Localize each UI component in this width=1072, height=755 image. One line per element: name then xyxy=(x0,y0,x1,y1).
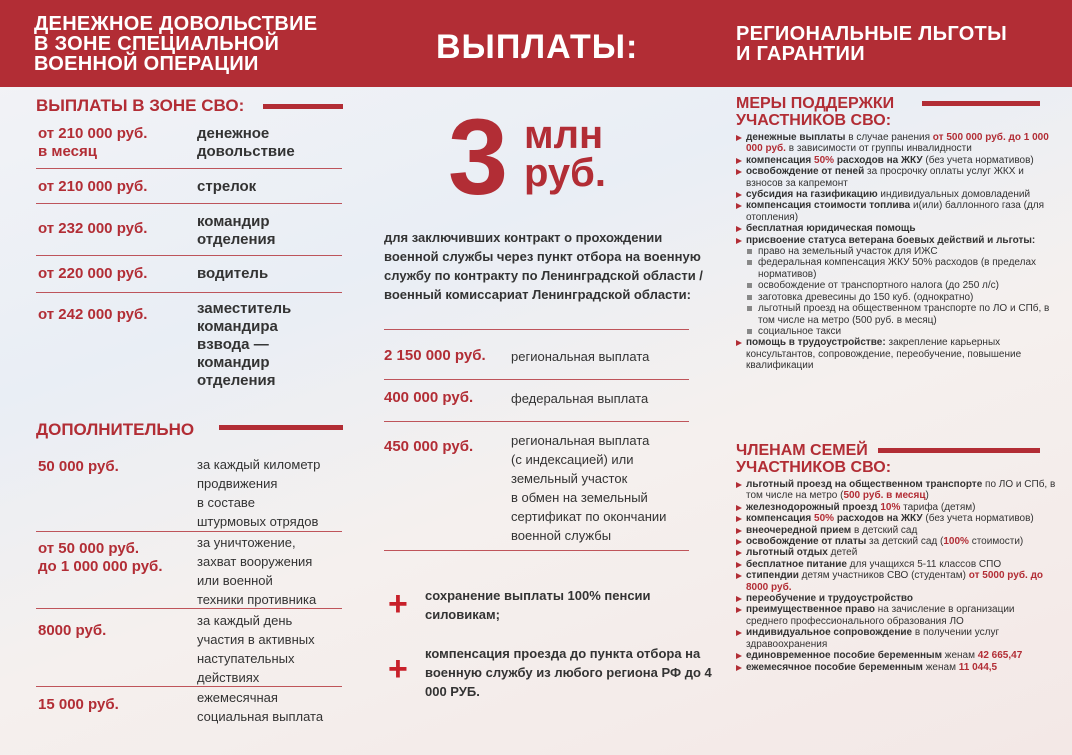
family-measure-item xyxy=(736,593,1056,604)
svo-desc: водитель xyxy=(197,265,269,282)
big-unit: млн руб. xyxy=(524,113,606,195)
family-measure-item-text: льготный проезд на общественном транспорте xyxy=(746,479,983,490)
support-measure-item-text: помощь в трудоустройстве: xyxy=(746,337,886,349)
svo-payments-title: ВЫПЛАТЫ В ЗОНЕ СВО: xyxy=(36,96,245,115)
payment-desc: федеральная выплата xyxy=(511,391,649,406)
support-measures-list xyxy=(736,132,1056,372)
family-measure-item-text: 100% xyxy=(943,536,969,548)
extra-desc: за каждый день участия в активных наступательных действиях xyxy=(197,613,315,685)
support-measure-item-text: субсидия на газификацию xyxy=(746,189,878,201)
family-measure-item-text: компенсация xyxy=(746,513,815,525)
support-measure-item xyxy=(736,337,1056,371)
svo-desc: командир отделения xyxy=(197,213,276,248)
svo-desc: заместитель командира взвода — командир отделения xyxy=(197,300,292,389)
payment-desc: региональная выплата (с индексацией) или земельный участок в обмен на земельный сертификат по окончании военной службы xyxy=(511,433,667,543)
support-measure-item-text: в зависимости от группы инвалидности xyxy=(785,143,972,155)
support-measure-item-text: льготный проезд на общественном транспорте по ЛО и СПб, в том числе на метро (500 руб. в месяц) xyxy=(758,303,1050,326)
support-measure-item-text: расходов на ЖКУ xyxy=(834,154,923,166)
row-divider xyxy=(36,608,342,609)
support-measure-item xyxy=(736,155,1056,166)
svo-value: от 210 000 руб. xyxy=(38,178,148,195)
support-measure-item-text: заготовка древесины до 150 куб. (однократно) xyxy=(758,291,974,303)
support-measure-item-text: денежные выплаты xyxy=(746,132,846,143)
title-underline xyxy=(219,425,343,430)
family-measure-item-text: преимущественное право xyxy=(746,604,875,616)
family-measure-item xyxy=(736,536,1056,547)
header-right-line: РЕГИОНАЛЬНЫЕ ЛЬГОТЫ xyxy=(736,23,1007,45)
support-measure-item xyxy=(736,189,1056,200)
support-measure-item-text: присвоение статуса ветерана боевых действий и льготы: xyxy=(746,234,1036,246)
svo-desc: стрелок xyxy=(197,178,257,195)
family-measure-item-text: стоимости) xyxy=(968,536,1024,548)
extra-value: 50 000 руб. xyxy=(38,458,119,475)
family-measure-item-text: 10% xyxy=(880,501,901,513)
header-center-title: ВЫПЛАТЫ: xyxy=(436,28,639,66)
payment-value: 2 150 000 руб. xyxy=(384,347,486,364)
family-measure-item xyxy=(736,525,1056,536)
support-measure-item xyxy=(736,326,1056,337)
title-underline xyxy=(878,448,1040,453)
family-measure-item-text: в детский сад xyxy=(851,524,918,536)
support-measure-item-text: индивидуальных домовладений xyxy=(877,189,1031,201)
family-measure-item-text: детей xyxy=(827,547,858,559)
support-measure-item-text: 50% xyxy=(814,154,835,166)
row-divider xyxy=(384,379,689,380)
plus-item-text: компенсация проезда до пункта отбора на военную службу из любого региона РФ до 4 000 РУБ. xyxy=(425,646,712,699)
row-divider xyxy=(36,255,342,256)
support-measure-item-text: освобождение от пеней xyxy=(746,166,865,178)
extra-desc: за уничтожение, захват вооружения или военной техники противника xyxy=(197,535,317,607)
plus-icon: + xyxy=(388,585,408,623)
big-number: 3 xyxy=(448,96,509,217)
support-measure-item-text: закрепление карьерных консультантов, сопровождение, переобучение, повышение квалификации xyxy=(746,337,1022,372)
support-measure-item xyxy=(736,246,1056,257)
support-measure-item-text: право на земельный участок для ИЖС xyxy=(758,246,938,258)
title-underline xyxy=(263,104,343,109)
family-measure-item-text: детям участников СВО (студентам) xyxy=(798,570,969,582)
support-measure-item-text: компенсация стоимости топлива xyxy=(746,200,911,212)
support-measure-item-text: (без учета нормативов) xyxy=(922,154,1034,166)
support-measure-item xyxy=(736,223,1056,234)
family-measure-item-text: в получении услуг здравоохранения xyxy=(746,627,1000,650)
family-measure-item xyxy=(736,559,1056,570)
family-measure-item xyxy=(736,662,1056,673)
header-left-line: В ЗОНЕ СПЕЦИАЛЬНОЙ xyxy=(34,33,280,55)
support-measure-item xyxy=(736,235,1056,246)
family-measure-item xyxy=(736,547,1056,558)
family-measure-item-text: по ЛО и СПб, в том числе на метро ( xyxy=(746,479,1056,502)
svo-desc: денежное довольствие xyxy=(197,125,295,160)
extra-value: от 50 000 руб. до 1 000 000 руб. xyxy=(38,540,163,575)
support-measure-item-text: и(или) баллонного газа (для отопления) xyxy=(746,200,1045,223)
family-measure-item xyxy=(736,513,1056,524)
support-measure-item xyxy=(736,132,1056,155)
support-measure-item xyxy=(736,303,1056,326)
family-measure-item-text: (без учета нормативов) xyxy=(922,513,1034,525)
family-measures-list xyxy=(736,479,1056,673)
family-measure-item-text: на зачисление в организации среднего профессионального образования ЛО xyxy=(746,604,1015,627)
support-measure-item xyxy=(736,292,1056,303)
family-measure-item-text: за детский сад ( xyxy=(866,536,944,548)
family-measure-item-text: расходов на ЖКУ xyxy=(834,513,923,525)
family-measure-item-text: 50% xyxy=(814,513,835,525)
support-measure-item-text: социальное такси xyxy=(758,325,842,337)
title-underline xyxy=(922,101,1040,106)
family-measure-item xyxy=(736,604,1056,627)
family-measure-item-text: бесплатное питание xyxy=(746,558,847,570)
extra-value: 8000 руб. xyxy=(38,622,107,639)
payment-value: 450 000 руб. xyxy=(384,438,474,455)
svo-value: от 210 000 руб. в месяц xyxy=(38,125,148,160)
family-measure-item-text: льготный отдых xyxy=(746,547,828,559)
extra-payments-title: ДОПОЛНИТЕЛЬНО xyxy=(36,420,195,439)
family-measure-item xyxy=(736,570,1056,593)
row-divider xyxy=(36,292,342,293)
payment-desc: региональная выплата xyxy=(511,349,650,364)
header-bar xyxy=(0,0,1072,87)
family-measure-item-text: для учащихся 5-11 классов СПО xyxy=(846,558,1002,570)
support-measure-item xyxy=(736,166,1056,189)
support-measure-item xyxy=(736,280,1056,291)
extra-value: 15 000 руб. xyxy=(38,696,119,713)
family-measure-item-text: переобучение и трудоустройство xyxy=(746,593,914,605)
family-measure-item-text: 500 руб. в месяц xyxy=(843,490,926,502)
support-measure-item-text: компенсация xyxy=(746,154,815,166)
plus-icon: + xyxy=(388,650,408,688)
family-measure-item xyxy=(736,627,1056,650)
row-divider xyxy=(384,421,689,422)
plus-item-text: сохранение выплаты 100% пенсии силовикам; xyxy=(425,588,651,622)
family-measure-item-text: женам xyxy=(941,650,978,662)
support-measure-item-text: федеральная компенсация ЖКУ 50% расходов (в пределах нормативов) xyxy=(758,257,1037,280)
family-measure-item-text: 11 044,5 xyxy=(958,661,998,673)
row-divider xyxy=(36,168,342,169)
family-measure-item xyxy=(736,479,1056,502)
family-measure-item-text: ) xyxy=(925,490,929,502)
family-measure-item-text: ежемесячное пособие беременным xyxy=(746,661,923,673)
support-measure-item xyxy=(736,257,1056,280)
family-measure-item-text: женам xyxy=(922,661,959,673)
header-left-title xyxy=(34,14,317,74)
family-measure-item-text: индивидуальное сопровождение xyxy=(746,627,913,639)
support-measures-title: МЕРЫ ПОДДЕРЖКИ УЧАСТНИКОВ СВО: xyxy=(736,95,895,129)
support-measure-item-text: от 500 000 руб. до 1 000 000 руб. xyxy=(746,132,1049,155)
family-measure-item-text: освобождение от платы xyxy=(746,536,867,548)
header-left-line: ДЕНЕЖНОЕ ДОВОЛЬСТВИЕ xyxy=(34,13,318,35)
row-divider xyxy=(36,531,342,532)
family-measure-item-text: от 5000 руб. до 8000 руб. xyxy=(746,570,1044,593)
extra-desc: за каждый километр продвижения в составе штурмовых отрядов xyxy=(197,457,321,529)
family-measure-item xyxy=(736,650,1056,661)
family-measure-item xyxy=(736,502,1056,513)
header-right-line: И ГАРАНТИИ xyxy=(736,43,865,65)
family-measure-item-text: стипендии xyxy=(746,570,799,582)
row-divider xyxy=(36,203,342,204)
family-measure-item-text: тарифа (детям) xyxy=(900,501,976,513)
support-measure-item xyxy=(736,200,1056,223)
family-measure-item-text: единовременное пособие беременным xyxy=(746,650,942,662)
header-right-title xyxy=(736,24,1007,64)
contract-intro: для заключивших контракт о прохождении военной службы через пункт отбора на военную службу по контракту по Ленинградской области / военный комиссариат Ленинградской области: xyxy=(384,230,703,302)
family-measure-item-text: железнодорожный проезд xyxy=(746,501,881,513)
row-divider xyxy=(384,329,689,330)
payment-value: 400 000 руб. xyxy=(384,389,474,406)
svo-value: от 232 000 руб. xyxy=(38,220,148,237)
support-measure-item-text: в случае ранения xyxy=(845,132,933,143)
extra-desc: ежемесячная социальная выплата xyxy=(197,690,324,724)
support-measure-item-text: за просрочку оплаты услуг ЖКХ и взносов за капремонт xyxy=(746,166,1024,189)
family-measure-item-text: внеочередной прием xyxy=(746,524,852,536)
header-left-line: ВОЕННОЙ ОПЕРАЦИИ xyxy=(34,53,259,75)
family-measures-title: ЧЛЕНАМ СЕМЕЙ УЧАСТНИКОВ СВО: xyxy=(736,442,892,476)
support-measure-item-text: бесплатная юридическая помощь xyxy=(746,223,916,235)
row-divider xyxy=(384,550,689,551)
svo-value: от 242 000 руб. xyxy=(38,306,148,323)
row-divider xyxy=(36,686,342,687)
svo-value: от 220 000 руб. xyxy=(38,265,148,282)
family-measure-item-text: 42 665,47 xyxy=(977,650,1023,662)
support-measure-item-text: освобождение от транспортного налога (до 250 л/с) xyxy=(758,280,999,292)
